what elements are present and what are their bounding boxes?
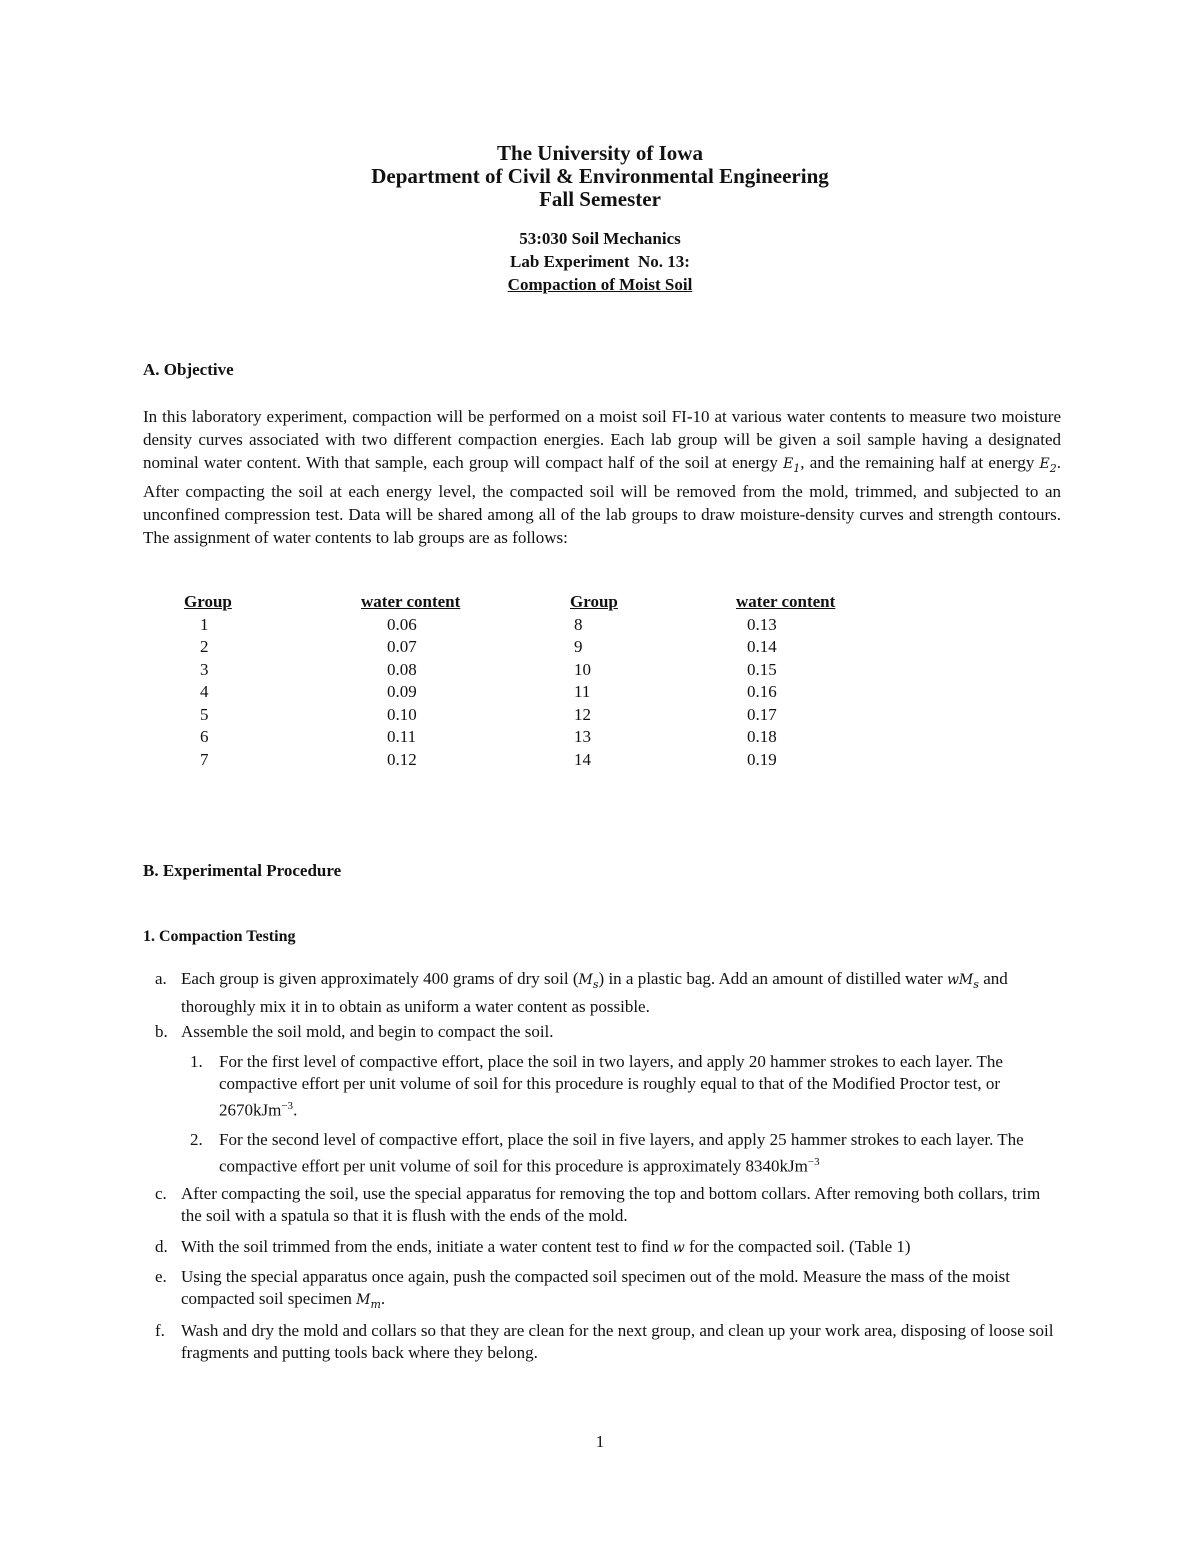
list-item: 2. For the second level of compactive effort, place the soil in five layers, and apply 25 hammer strokes to each layer. The compactive effort per unit volume of soil for this procedure is approximately 8340kJm$^{-3}$ [190,1130,1024,1176]
table-cell: 10 [574,659,591,679]
table-header-row [172,591,906,614]
department-name: Department of Civil & Environmental Engineering [371,164,829,188]
table-cell: 0.08 [387,659,417,679]
list-item: d. With the soil trimmed from the ends, initiate a water content test to find w for the compacted soil. (Table 1) [155,1237,911,1256]
list-item: c. After compacting the soil, use the special apparatus for removing the top and bottom collars. After removing both collars, trim the soil with a spatula so that it is flush with the ends of the mold. [155,1184,1041,1225]
table-cell: 1 [200,614,209,634]
list-item: b. Assemble the soil mold, and begin to compact the soil. [155,1022,554,1041]
table-cell: 12 [574,704,591,724]
table-row [172,681,906,704]
table-cell: 13 [574,727,591,746]
col-header-water-content-1: water content [361,592,461,611]
col-header-group-2: Group [570,592,618,611]
list-item: 1. For the first level of compactive effort, place the soil in two layers, and apply 20 hammer strokes to each layer. The compactive effort per unit volume of soil for this procedure is roughly equal to that of the Modified Proctor test, or 2670kJm$^{-3}$. [190,1052,1003,1120]
objective-paragraph: In this laboratory experiment, compaction will be performed on a moist soil FI-10 at various water contents to measure two moisture density curves associated with two different compaction energies. Each lab group will be given a soil sample having a designated nominal water content. With that sample, each group will compact half of the soil at energy $E_1$, and the remaining half at energy $E_2$. After compacting the soil at each energy level, the compacted soil will be removed from the mold, trimmed, and subjected to an unconfined compression test. Data will be shared among all of the lab groups to draw moisture-density curves and strength contours. The assignment of water contents to lab groups are as follows: [143,407,1061,547]
table-cell: 9 [574,637,583,656]
table-cell: 0.16 [747,682,777,701]
energy-e1: $E_1$ [783,456,801,475]
table-cell: 0.11 [387,727,417,746]
table-cell: 0.18 [747,727,777,746]
list-item: a. Each group is given approximately 400 grams of dry soil $(M_s)$ in a plastic bag. Add an amount of distilled water $wM_s$ and thoroughly mix it in to obtain as uniform a water content as possible. [155,969,1008,1016]
table-cell: 0.12 [387,749,417,769]
table-cell: 0.17 [747,704,777,724]
table-row [172,636,906,659]
semester: Fall Semester [539,187,661,211]
table-cell: 6 [200,727,209,746]
table-row [172,749,906,772]
table-row [172,726,906,749]
table-cell: 0.06 [387,614,417,634]
table-cell: 8 [574,614,583,634]
table-cell: 7 [200,749,209,769]
table-cell: 0.15 [747,659,777,679]
table-cell: 3 [200,659,209,679]
table-cell: 5 [200,704,209,724]
table-row [172,704,906,727]
table-row [172,614,906,637]
table-cell: 4 [200,682,209,701]
table-cell: 0.13 [747,614,777,634]
objective-heading: A. Objective [143,360,234,379]
table-cell: 0.19 [747,749,777,769]
table-cell: 0.10 [387,704,417,724]
table-cell: 0.07 [387,637,417,656]
page-number: 1 [595,1432,605,1451]
compaction-testing-heading: 1. Compaction Testing [143,928,296,945]
energy-e2: $E_2$ [1039,456,1057,475]
col-header-water-content-2: water content [736,592,836,611]
course-block [0,227,1200,296]
experiment-number: Lab Experiment No. 13: [510,252,690,271]
table-cell: 0.14 [747,637,777,656]
experiment-title: Compaction of Moist Soil [507,275,693,294]
university-name: The University of Iowa [497,141,703,165]
col-header-group-1: Group [184,592,232,611]
table-cell: 2 [200,637,209,656]
course-name: 53:030 Soil Mechanics [519,229,681,248]
table-cell: 0.09 [387,682,417,701]
water-content-table [172,591,906,771]
procedure-heading: B. Experimental Procedure [143,861,342,880]
list-item: e. Using the special apparatus once again, push the compacted soil specimen out of the mold. Measure the mass of the moist compacted soil specimen $M_m$. [155,1267,1011,1311]
list-item: f. Wash and dry the mold and collars so that they are clean for the next group, and clean up your work area, disposing of loose soil fragments and putting tools back where they belong. [155,1321,1054,1362]
title-block [0,141,1200,210]
table-cell: 11 [574,682,591,701]
table-cell: 14 [574,749,591,769]
table-row [172,659,906,682]
